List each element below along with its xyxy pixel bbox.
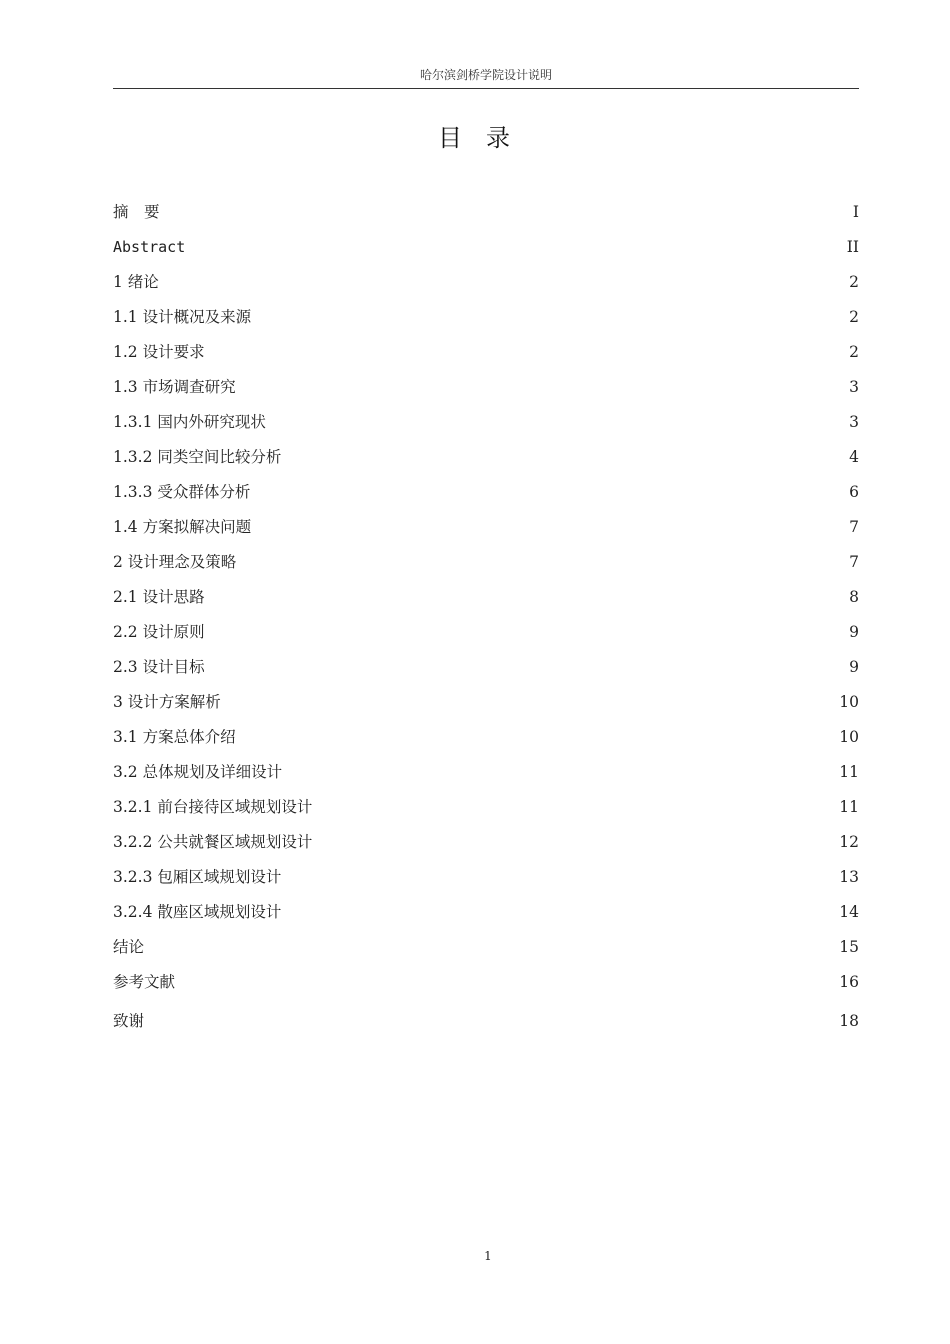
toc-entry-page: 8 <box>849 588 859 606</box>
toc-entry-abstract-en[interactable] <box>113 235 859 270</box>
toc-entry-label: 3.1 方案总体介绍 <box>113 728 236 746</box>
toc-entry-page: 14 <box>839 903 859 921</box>
toc-entry-1-3[interactable] <box>113 375 859 410</box>
toc-entry-1-3-3[interactable] <box>113 480 859 515</box>
toc-entry-3-1[interactable] <box>113 725 859 760</box>
toc-entry-page: 15 <box>839 938 859 956</box>
toc-entry-3-2-3[interactable] <box>113 865 859 900</box>
toc-entry-label: 3.2.3 包厢区域规划设计 <box>113 868 282 886</box>
toc-entry-2[interactable] <box>113 550 859 585</box>
toc-entry-1-1[interactable] <box>113 305 859 340</box>
toc-entry-label: 1.4 方案拟解决问题 <box>113 518 252 536</box>
toc-entry-label: 1.3.3 受众群体分析 <box>113 483 251 501</box>
toc-entry-page: 3 <box>849 413 859 431</box>
toc-entry-page: 10 <box>839 728 859 746</box>
toc-entry-page: 2 <box>849 273 859 291</box>
toc-entry-label: 2.3 设计目标 <box>113 658 205 676</box>
toc-entry-3-2[interactable] <box>113 760 859 795</box>
toc-entry-3-2-2[interactable] <box>113 830 859 865</box>
toc-entry-page: 16 <box>839 973 859 991</box>
toc-entry-1-2[interactable] <box>113 340 859 375</box>
toc-entry-page: 12 <box>839 833 859 851</box>
toc-entry-1-3-1[interactable] <box>113 410 859 445</box>
toc-entry-page: 18 <box>839 1012 859 1030</box>
toc-entry-page: 9 <box>849 658 859 676</box>
header-divider <box>113 88 859 89</box>
toc-entry-label: 3.2 总体规划及详细设计 <box>113 763 283 781</box>
toc-entry-label: 摘 要 <box>113 203 160 221</box>
toc-entry-1[interactable] <box>113 270 859 305</box>
toc-entry-label: 3.2.1 前台接待区域规划设计 <box>113 798 313 816</box>
toc-entry-label: 2.1 设计思路 <box>113 588 205 606</box>
toc-entry-label: 3 设计方案解析 <box>113 693 221 711</box>
toc-entry-page: 11 <box>839 798 859 816</box>
toc-entry-label: 结论 <box>113 938 145 956</box>
toc-entry-label: Abstract <box>113 238 186 256</box>
toc-entry-page: 11 <box>839 763 859 781</box>
toc-entry-page: 4 <box>849 448 859 466</box>
toc-entry-label: 1.3 市场调查研究 <box>113 378 236 396</box>
toc-entry-acknowledgements[interactable] <box>113 1009 859 1044</box>
toc-entry-label: 3.2.4 散座区域规划设计 <box>113 903 282 921</box>
toc-entry-label: 2 设计理念及策略 <box>113 553 237 571</box>
toc-entry-page: 10 <box>839 693 859 711</box>
toc-entry-3-2-1[interactable] <box>113 795 859 830</box>
toc-entry-1-3-2[interactable] <box>113 445 859 480</box>
toc-entry-label: 1.1 设计概况及来源 <box>113 308 252 326</box>
toc-entry-page: I <box>852 203 859 221</box>
toc-entry-page: 13 <box>839 868 859 886</box>
running-header: 哈尔滨剑桥学院设计说明 <box>419 68 552 82</box>
toc-entry-label: 1.2 设计要求 <box>113 343 205 361</box>
toc-entry-3[interactable] <box>113 690 859 725</box>
table-of-contents <box>113 200 859 1044</box>
toc-entry-page: 7 <box>849 518 859 536</box>
toc-entry-label: 3.2.2 公共就餐区域规划设计 <box>113 833 313 851</box>
toc-entry-label: 2.2 设计原则 <box>113 623 205 641</box>
toc-entry-label: 参考文献 <box>113 973 176 991</box>
toc-entry-page: II <box>846 238 859 256</box>
toc-entry-1-4[interactable] <box>113 515 859 550</box>
page-number: 1 <box>484 1249 492 1263</box>
toc-entry-2-2[interactable] <box>113 620 859 655</box>
toc-entry-page: 2 <box>849 308 859 326</box>
toc-entry-2-1[interactable] <box>113 585 859 620</box>
toc-entry-page: 2 <box>849 343 859 361</box>
toc-entry-page: 6 <box>849 483 859 501</box>
toc-entry-conclusion[interactable] <box>113 935 859 970</box>
toc-entry-2-3[interactable] <box>113 655 859 690</box>
toc-entry-label: 1.3.2 同类空间比较分析 <box>113 448 282 466</box>
toc-entry-references[interactable] <box>113 970 859 1005</box>
toc-title: 目录 <box>438 124 534 152</box>
toc-entry-label: 致谢 <box>113 1012 145 1030</box>
toc-entry-3-2-4[interactable] <box>113 900 859 935</box>
toc-entry-page: 3 <box>849 378 859 396</box>
toc-entry-label: 1 绪论 <box>113 273 159 291</box>
toc-entry-abstract-cn[interactable] <box>113 200 859 235</box>
toc-entry-page: 9 <box>849 623 859 641</box>
toc-entry-label: 1.3.1 国内外研究现状 <box>113 413 266 431</box>
toc-entry-page: 7 <box>849 553 859 571</box>
